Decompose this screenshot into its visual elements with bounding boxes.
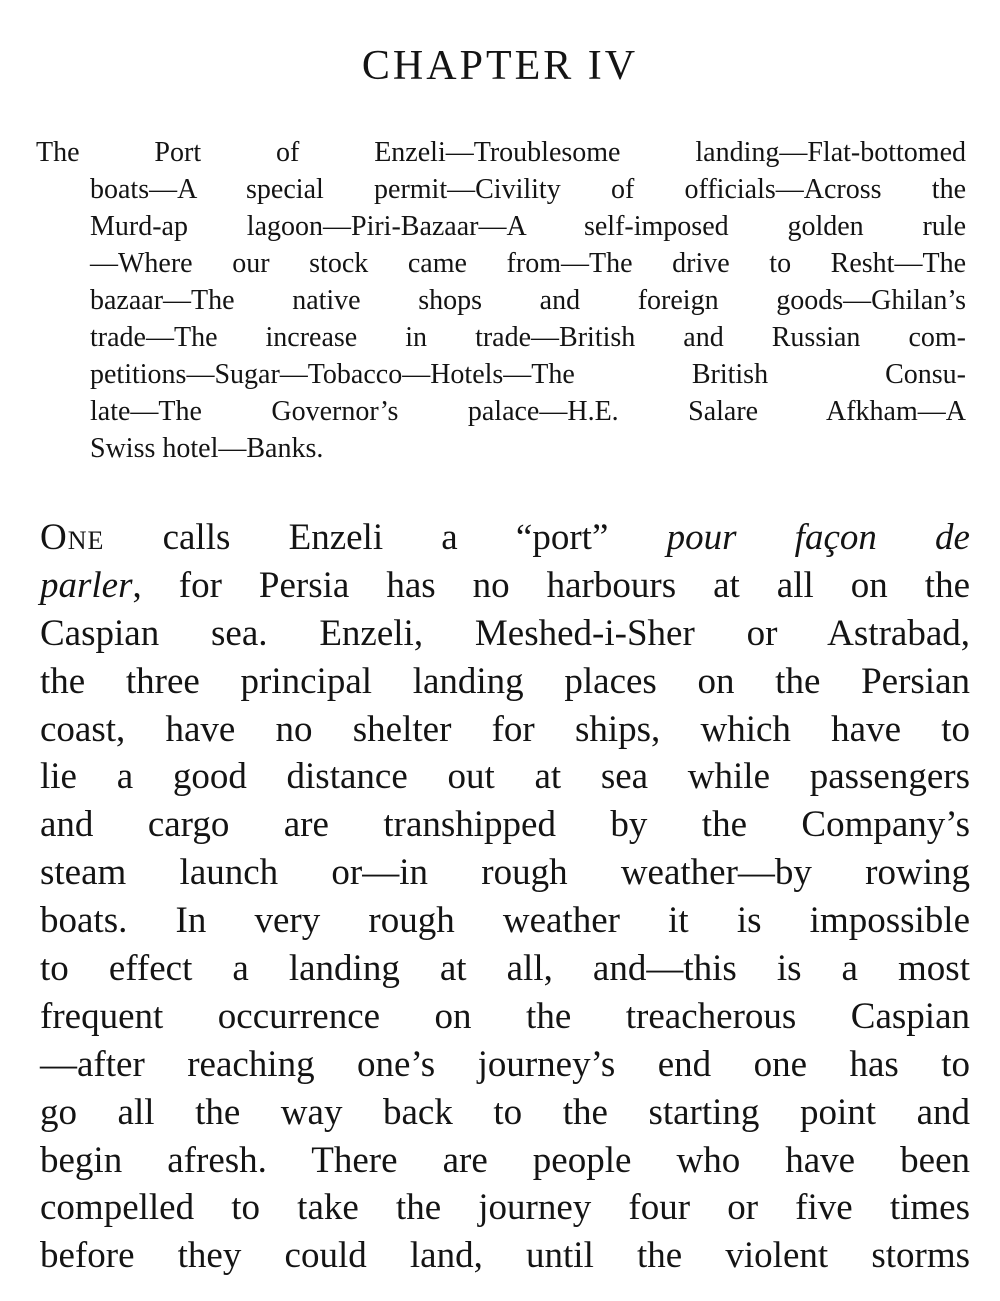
summary-line: boats—A special permit—Civility of officials—Across the [90, 174, 966, 205]
body-line: to effect a landing at all, and—this is a most [40, 948, 970, 990]
summary-line: trade—The increase in trade—British and Russian com- [90, 322, 966, 353]
body-paragraph [40, 514, 970, 1280]
body-line: go all the way back to the starting point and [40, 1091, 970, 1133]
summary-line: bazaar—The native shops and foreign goods—Ghilan’s [90, 285, 966, 316]
body-line: —after reaching one’s journey’s end one has to [40, 1043, 970, 1085]
body-line: Caspian sea. Enzeli, Meshed-i-Sher or Astrabad, [40, 612, 970, 654]
body-line: lie a good distance out at sea while passengers [40, 756, 970, 798]
body-line [40, 514, 970, 562]
opening-word: One [40, 517, 105, 558]
body-line-text: calls Enzeli a “port” [104, 517, 667, 558]
body-line-text: , for Persia has no harbours at all on the [132, 564, 970, 606]
body-line: frequent occurrence on the treacherous Caspian [40, 995, 970, 1037]
italic-phrase: pour façon de [666, 517, 970, 558]
body-line: coast, have no shelter for ships, which have to [40, 708, 970, 750]
italic-phrase: parler [40, 564, 133, 606]
summary-line: —Where our stock came from—The drive to Resht—The [90, 248, 966, 279]
body-line [40, 562, 970, 610]
summary-line: petitions—Sugar—Tobacco—Hotels—The British Consu- [90, 359, 966, 390]
body-line: boats. In very rough weather it is impossible [40, 900, 970, 942]
body-line: begin afresh. There are people who have been [40, 1139, 970, 1181]
body-line: steam launch or—in rough weather—by rowing [40, 852, 970, 894]
summary-line: Murd-ap lagoon—Piri-Bazaar—A self-imposed golden rule [90, 211, 966, 242]
body-line: compelled to take the journey four or five times [40, 1187, 970, 1229]
chapter-summary [36, 134, 966, 467]
body-line: and cargo are transhipped by the Company’s [40, 804, 970, 846]
summary-line: late—The Governor’s palace—H.E. Salare Afkham—A [90, 396, 966, 427]
chapter-title: CHAPTER IV [361, 43, 639, 89]
summary-line: Swiss hotel—Banks. [90, 433, 324, 464]
body-line: the three principal landing places on the Persian [40, 660, 970, 702]
summary-line: The Port of Enzeli—Troublesome landing—Flat-bottomed [36, 137, 966, 168]
body-line: before they could land, until the violent storms [40, 1235, 970, 1277]
